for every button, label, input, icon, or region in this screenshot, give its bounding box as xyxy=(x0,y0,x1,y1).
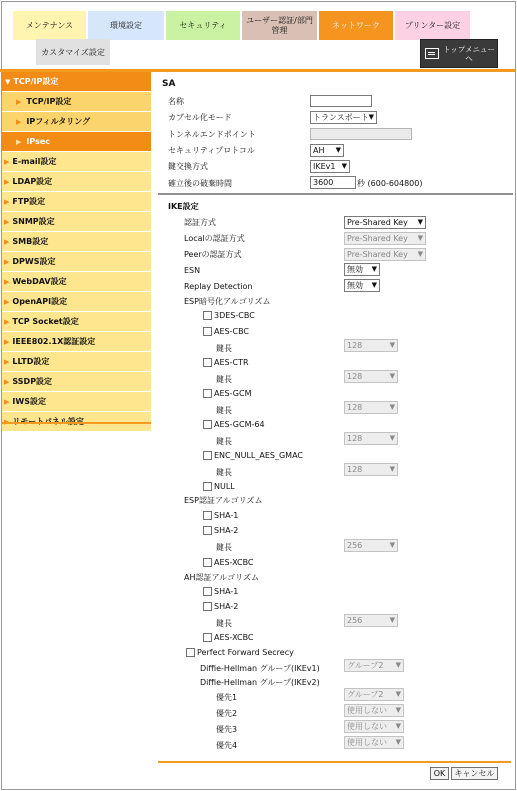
aes-gcm-64-key-length-select[interactable] xyxy=(344,432,398,445)
tab-label: ネットワーク xyxy=(332,20,380,30)
tunnel-endpoint-input[interactable] xyxy=(310,128,412,140)
triangle-right-icon: ▶ xyxy=(4,337,10,346)
sidebar-item-ipsec[interactable] xyxy=(2,132,151,152)
chevron-down-icon: ▼ xyxy=(389,616,395,624)
sidebar-item-label: LDAP設定 xyxy=(12,177,53,186)
priority-4-select[interactable] xyxy=(344,736,404,749)
chevron-down-icon: ▼ xyxy=(395,661,401,669)
chevron-down-icon: ▼ xyxy=(389,341,395,349)
chevron-down-icon: ▼ xyxy=(371,265,377,273)
triangle-right-icon: ▶ xyxy=(4,277,10,286)
enc-null-gmac-key-length-select[interactable] xyxy=(344,463,398,476)
name-label: 名称 xyxy=(168,97,184,106)
tab-label: メンテナンス xyxy=(25,20,74,30)
esp-sha1-label: SHA-1 xyxy=(214,511,239,520)
lifetime-label: 確立後の破棄時間 xyxy=(168,179,232,188)
esn-value: 無効 xyxy=(347,265,363,274)
ok-button[interactable]: OK xyxy=(430,767,449,780)
sidebar-item-dpws[interactable] xyxy=(2,252,151,272)
sidebar-item-label: TCP/IP設定 xyxy=(26,97,72,106)
chevron-down-icon: ▼ xyxy=(335,146,341,154)
priority-value: グループ2 xyxy=(347,690,384,699)
ah-sha2-label: SHA-2 xyxy=(214,602,239,611)
esp-encryption-label: ESP暗号化アルゴリズム xyxy=(184,297,271,306)
sidebar-item-tcp-socket[interactable] xyxy=(2,312,151,332)
ah-sha1-label: SHA-1 xyxy=(214,587,239,596)
encap-mode-label: カプセル化モード xyxy=(168,113,232,122)
chevron-down-icon: ▼ xyxy=(368,113,374,121)
null-checkbox[interactable] xyxy=(203,482,212,491)
key-length-value: 128 xyxy=(347,465,363,474)
aes-ctr-checkbox[interactable] xyxy=(203,358,212,367)
section-divider xyxy=(158,193,513,195)
aes-gcm-64-label: AES-GCM-64 xyxy=(214,420,265,429)
chevron-down-icon: ▼ xyxy=(341,162,347,170)
dh-ikev2-label: Diffie-Hellman グループ(IKEv2) xyxy=(200,678,320,687)
tab-label: プリンター設定 xyxy=(404,20,461,30)
ah-auth-label: AH認証アルゴリズム xyxy=(184,573,260,582)
chevron-down-icon: ▼ xyxy=(417,218,423,226)
tunnel-endpoint-label: トンネルエンドポイント xyxy=(168,130,256,139)
security-protocol-value: AH xyxy=(313,146,325,155)
chevron-down-icon: ▼ xyxy=(395,690,401,698)
tab-environment[interactable] xyxy=(88,10,164,40)
key-exchange-label: 鍵交換方式 xyxy=(168,162,208,171)
esp-xcbc-checkbox[interactable] xyxy=(203,558,212,567)
tab-maintenance[interactable] xyxy=(13,10,86,40)
aes-gcm-label: AES-GCM xyxy=(214,389,252,398)
triangle-right-icon: ▶ xyxy=(4,197,10,206)
sidebar-bottom-line xyxy=(2,422,151,424)
enc-null-gmac-label: ENC_NULL_AES_GMAC xyxy=(214,451,304,460)
sidebar-item-label: SMB設定 xyxy=(12,237,49,246)
key-exchange-select[interactable] xyxy=(310,160,350,173)
priority-label: 優先3 xyxy=(216,725,238,734)
sidebar-item-label: SSDP設定 xyxy=(12,377,53,386)
triangle-right-icon: ▶ xyxy=(4,377,10,386)
aes-gcm-64-checkbox[interactable] xyxy=(203,420,212,429)
key-length-label: 鍵長 xyxy=(216,619,232,628)
ah-xcbc-checkbox[interactable] xyxy=(203,633,212,642)
priority-value: 使用しない xyxy=(347,706,387,715)
esp-sha2-checkbox[interactable] xyxy=(203,526,212,535)
priority-value: 使用しない xyxy=(347,738,387,747)
priority-1-select[interactable] xyxy=(344,688,404,701)
sidebar-item-label: E-mail設定 xyxy=(12,157,57,166)
3des-cbc-label: 3DES-CBC xyxy=(214,311,255,320)
peer-auth-select[interactable] xyxy=(344,248,426,261)
ah-sha1-checkbox[interactable] xyxy=(203,587,212,596)
key-exchange-value: IKEv1 xyxy=(313,162,336,171)
sidebar-item-ip-filtering[interactable] xyxy=(2,112,151,132)
3des-cbc-checkbox[interactable] xyxy=(203,311,212,320)
priority-3-select[interactable] xyxy=(344,720,404,733)
tab-security[interactable] xyxy=(166,10,240,40)
priority-label: 優先2 xyxy=(216,709,238,718)
sidebar-item-label: IPsec xyxy=(26,137,51,146)
sidebar-item-label: LLTD設定 xyxy=(12,357,50,366)
esn-label: ESN xyxy=(184,266,201,275)
replay-detection-label: Replay Detection xyxy=(184,282,253,291)
priority-label: 優先4 xyxy=(216,741,238,750)
sidebar-item-label: SNMP設定 xyxy=(12,217,55,226)
triangle-right-icon: ▶ xyxy=(16,117,22,126)
sidebar-item-label: TCP/IP設定 xyxy=(13,77,59,86)
local-auth-select[interactable] xyxy=(344,232,426,245)
auth-method-value: Pre-Shared Key xyxy=(347,218,408,227)
triangle-right-icon: ▶ xyxy=(4,237,10,246)
local-auth-label: Localの認証方式 xyxy=(184,234,245,243)
sidebar-item-lltd[interactable] xyxy=(2,352,151,372)
key-length-value: 128 xyxy=(347,403,363,412)
sidebar-item-label: IEEE802.1X認証設定 xyxy=(12,337,96,346)
key-length-label: 鍵長 xyxy=(216,406,232,415)
priority-2-select[interactable] xyxy=(344,704,404,717)
ah-sha2-key-length-select[interactable] xyxy=(344,614,398,627)
ah-xcbc-label: AES-XCBC xyxy=(214,633,254,642)
sidebar-item-iws[interactable] xyxy=(2,392,151,412)
esp-sha2-key-length-select[interactable] xyxy=(344,539,398,552)
sidebar xyxy=(2,72,151,432)
cancel-button[interactable]: キャンセル xyxy=(451,767,498,780)
encap-mode-select[interactable] xyxy=(310,111,377,124)
chevron-down-icon: ▼ xyxy=(389,372,395,380)
sidebar-item-ldap[interactable] xyxy=(2,172,151,192)
triangle-down-icon: ▼ xyxy=(5,77,11,86)
null-label: NULL xyxy=(214,482,235,491)
triangle-right-icon: ▶ xyxy=(4,257,10,266)
sidebar-item-label: FTP設定 xyxy=(12,197,46,206)
enc-null-gmac-checkbox[interactable] xyxy=(203,451,212,460)
chevron-down-icon: ▼ xyxy=(395,706,401,714)
aes-cbc-key-length-select[interactable] xyxy=(344,339,398,352)
aes-ctr-label: AES-CTR xyxy=(214,358,249,367)
sidebar-item-openapi[interactable] xyxy=(2,292,151,312)
key-length-value: 256 xyxy=(347,541,363,550)
chevron-down-icon: ▼ xyxy=(371,281,377,289)
security-protocol-label: セキュリティプロトコル xyxy=(168,146,255,155)
lifetime-input[interactable]: 3600 xyxy=(310,176,356,189)
sidebar-item-smb[interactable] xyxy=(2,232,151,252)
esp-sha1-checkbox[interactable] xyxy=(203,511,212,520)
triangle-right-icon: ▶ xyxy=(4,157,10,166)
chevron-down-icon: ▼ xyxy=(389,465,395,473)
tab-network[interactable] xyxy=(319,10,393,40)
aes-gcm-key-length-select[interactable] xyxy=(344,401,398,414)
lifetime-unit: 秒 (600-604800) xyxy=(357,179,423,188)
key-length-label: 鍵長 xyxy=(216,437,232,446)
dh-ikev1-value: グループ2 xyxy=(347,661,384,670)
key-length-label: 鍵長 xyxy=(216,543,232,552)
auth-method-label: 認証方式 xyxy=(184,218,216,227)
triangle-right-icon: ▶ xyxy=(4,297,10,306)
triangle-right-icon: ▶ xyxy=(16,137,22,146)
ike-heading: IKE設定 xyxy=(168,202,199,211)
key-length-value: 256 xyxy=(347,616,363,625)
ah-sha2-checkbox[interactable] xyxy=(203,602,212,611)
auth-method-select[interactable] xyxy=(344,216,426,229)
tab-customize[interactable] xyxy=(36,39,110,65)
dh-ikev1-select[interactable] xyxy=(344,659,404,672)
key-length-label: 鍵長 xyxy=(216,344,232,353)
sidebar-item-tcpip-group[interactable] xyxy=(2,72,151,92)
sidebar-item-label: OpenAPI設定 xyxy=(12,297,68,306)
key-length-label: 鍵長 xyxy=(216,375,232,384)
key-length-value: 128 xyxy=(347,341,363,350)
sa-heading: SA xyxy=(162,79,176,89)
top-menu-button[interactable] xyxy=(420,39,498,68)
pfs-checkbox[interactable] xyxy=(186,648,195,657)
triangle-right-icon: ▶ xyxy=(4,397,10,406)
sidebar-item-label: DPWS設定 xyxy=(12,257,56,266)
name-input[interactable] xyxy=(310,95,372,107)
sidebar-item-label: TCP Socket設定 xyxy=(12,317,79,326)
tab-label: カスタマイズ設定 xyxy=(41,47,105,57)
sidebar-item-snmp[interactable] xyxy=(2,212,151,232)
chevron-down-icon: ▼ xyxy=(389,403,395,411)
replay-detection-select[interactable] xyxy=(344,279,380,292)
aes-gcm-checkbox[interactable] xyxy=(203,389,212,398)
key-length-label: 鍵長 xyxy=(216,468,232,477)
menu-icon xyxy=(425,48,439,59)
key-length-value: 128 xyxy=(347,372,363,381)
sidebar-item-ssdp[interactable] xyxy=(2,372,151,392)
encap-mode-value: トランスポート xyxy=(313,113,369,122)
top-menu-label: トップメニュー へ xyxy=(443,44,495,63)
peer-auth-value: Pre-Shared Key xyxy=(347,250,408,259)
aes-cbc-label: AES-CBC xyxy=(214,327,250,336)
sidebar-item-label: WebDAV設定 xyxy=(12,277,67,286)
sidebar-item-label: IWS設定 xyxy=(12,397,46,406)
dh-ikev1-label: Diffie-Hellman グループ(IKEv1) xyxy=(200,664,320,673)
tab-label: ユーザー認証/部門 管理 xyxy=(246,15,313,35)
local-auth-value: Pre-Shared Key xyxy=(347,234,408,243)
aes-ctr-key-length-select[interactable] xyxy=(344,370,398,383)
triangle-right-icon: ▶ xyxy=(4,177,10,186)
key-length-value: 128 xyxy=(347,434,363,443)
chevron-down-icon: ▼ xyxy=(417,234,423,242)
triangle-right-icon: ▶ xyxy=(16,97,22,106)
sidebar-item-email[interactable] xyxy=(2,152,151,172)
sidebar-item-ieee8021x[interactable] xyxy=(2,332,151,352)
esp-auth-label: ESP認証アルゴリズム xyxy=(184,496,263,505)
replay-detection-value: 無効 xyxy=(347,281,363,290)
chevron-down-icon: ▼ xyxy=(389,541,395,549)
pfs-label: Perfect Forward Secrecy xyxy=(197,648,294,657)
tab-label: 環境設定 xyxy=(110,20,142,30)
triangle-right-icon: ▶ xyxy=(4,217,10,226)
tab-user-auth[interactable] xyxy=(242,10,317,40)
chevron-down-icon: ▼ xyxy=(395,738,401,746)
esp-sha2-label: SHA-2 xyxy=(214,526,239,535)
footer-divider xyxy=(158,761,511,763)
esn-select[interactable] xyxy=(344,263,380,276)
triangle-right-icon: ▶ xyxy=(4,357,10,366)
security-protocol-select[interactable] xyxy=(310,144,344,157)
esp-xcbc-label: AES-XCBC xyxy=(214,558,254,567)
priority-value: 使用しない xyxy=(347,722,387,731)
tab-printer[interactable] xyxy=(395,10,470,40)
chevron-down-icon: ▼ xyxy=(395,722,401,730)
aes-cbc-checkbox[interactable] xyxy=(203,327,212,336)
peer-auth-label: Peerの認証方式 xyxy=(184,250,242,259)
priority-label: 優先1 xyxy=(216,693,238,702)
sidebar-item-webdav[interactable] xyxy=(2,272,151,292)
sidebar-item-tcpip[interactable] xyxy=(2,92,151,112)
triangle-right-icon: ▶ xyxy=(4,317,10,326)
sidebar-item-ftp[interactable] xyxy=(2,192,151,212)
sidebar-item-label: IPフィルタリング xyxy=(26,117,91,126)
chevron-down-icon: ▼ xyxy=(389,434,395,442)
tab-label: セキュリティ xyxy=(179,20,227,30)
chevron-down-icon: ▼ xyxy=(417,250,423,258)
